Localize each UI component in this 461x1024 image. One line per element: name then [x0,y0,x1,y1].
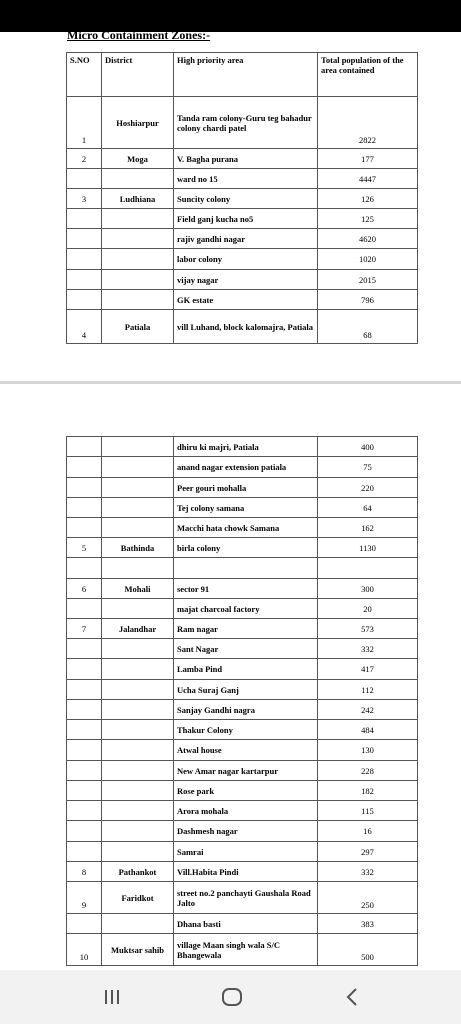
table-row [67,882,418,914]
cell-area: vijay nagar [174,270,318,290]
cell-area: vill Luhand, block kalomajra, Patiala [174,310,318,344]
table-row [67,437,418,457]
table-row [67,842,418,862]
table-row [67,149,418,169]
cell-population: 4620 [318,229,418,249]
cell-district [102,498,174,518]
document-page-1 [0,28,461,382]
table-row [67,579,418,599]
cell-district [102,639,174,659]
cell-district [102,700,174,720]
containment-table-page-1 [66,52,418,344]
table-row [67,310,418,344]
cell-district [102,249,174,270]
cell-district: Bathinda [102,538,174,558]
cell-district: Faridkot [102,882,174,914]
cell-population: 332 [318,639,418,659]
cell-district: Ludhiana [102,189,174,209]
cell-population: 1130 [318,538,418,558]
cell-population: 4447 [318,169,418,189]
cell-district [102,740,174,761]
cell-district [102,518,174,538]
cell-population: 125 [318,209,418,229]
cell-sno: 2 [67,149,102,169]
back-button[interactable] [337,984,367,1010]
cell-area: Tanda ram colony-Guru teg bahadur colony chardi patel [174,97,318,149]
cell-population: 400 [318,437,418,457]
cell-sno [67,761,102,781]
cell-sno [67,558,102,579]
cell-district [102,437,174,457]
cell-sno: 3 [67,189,102,209]
cell-sno [67,457,102,478]
table-row [67,538,418,558]
cell-district: Jalandhar [102,619,174,639]
cell-area: New Amar nagar kartarpur [174,761,318,781]
cell-district [102,914,174,934]
table-row [67,457,418,478]
cell-sno [67,821,102,842]
table-row [67,801,418,821]
cell-population: 162 [318,518,418,538]
document-page-2 [0,384,461,970]
cell-district [102,169,174,189]
cell-population: 2015 [318,270,418,290]
cell-population: 332 [318,862,418,882]
table-row [67,290,418,310]
cell-area: V. Bagha purana [174,149,318,169]
cell-area: Dhana basti [174,914,318,934]
cell-sno [67,270,102,290]
table-row [67,740,418,761]
table-row [67,169,418,189]
table-row [67,558,418,579]
cell-sno [67,914,102,934]
cell-sno [67,249,102,270]
cell-population: 177 [318,149,418,169]
cell-area: rajiv gandhi nagar [174,229,318,249]
android-nav-bar [0,970,461,1024]
cell-district [102,229,174,249]
cell-district [102,842,174,862]
cell-district: Hoshiarpur [102,97,174,149]
cell-area: Suncity colony [174,189,318,209]
cell-area: GK estate [174,290,318,310]
cell-sno [67,209,102,229]
cell-area: Vill.Habita Pindi [174,862,318,882]
table-row [67,761,418,781]
cell-sno [67,720,102,740]
cell-area: street no.2 panchayti Gaushala Road Jalto [174,882,318,914]
cell-population: 2822 [318,97,418,149]
cell-area: Rose park [174,781,318,801]
table-row [67,659,418,680]
cell-area: Macchi hata chowk Samana [174,518,318,538]
cell-district [102,599,174,619]
table-row [67,720,418,740]
table-row [67,914,418,934]
cell-population: 228 [318,761,418,781]
table-row [67,249,418,270]
cell-sno: 1 [67,97,102,149]
cell-population: 75 [318,457,418,478]
recents-icon [103,989,121,1005]
cell-district [102,821,174,842]
cell-population: 220 [318,478,418,498]
cell-population: 484 [318,720,418,740]
table-row [67,229,418,249]
cell-area: Ucha Suraj Ganj [174,680,318,700]
cell-population: 417 [318,659,418,680]
table-row [67,97,418,149]
cell-area: birla colony [174,538,318,558]
cell-district [102,659,174,680]
table-row [67,498,418,518]
cell-sno [67,169,102,189]
cell-sno: 7 [67,619,102,639]
cell-area: Sant Nagar [174,639,318,659]
cell-sno [67,518,102,538]
cell-population: 20 [318,599,418,619]
cell-sno [67,801,102,821]
cell-population: 250 [318,882,418,914]
cell-area: anand nagar extension patiala [174,457,318,478]
cell-population: 182 [318,781,418,801]
cell-area: ward no 15 [174,169,318,189]
page-title: Micro Containment Zones:- [67,28,211,42]
cell-sno [67,700,102,720]
cell-population: 130 [318,740,418,761]
table-row [67,680,418,700]
cell-area: Atwal house [174,740,318,761]
cell-population: 126 [318,189,418,209]
cell-population: 297 [318,842,418,862]
table-row [67,518,418,538]
cell-area: Thakur Colony [174,720,318,740]
cell-population: 115 [318,801,418,821]
table-row [67,639,418,659]
cell-population: 112 [318,680,418,700]
header-area: High priority area [174,53,318,97]
cell-sno [67,639,102,659]
cell-population [318,558,418,579]
recents-button[interactable] [97,984,127,1010]
cell-area: Samrai [174,842,318,862]
cell-area: dhiru ki majri, Patiala [174,437,318,457]
back-icon [345,987,359,1007]
cell-area: Arora mohala [174,801,318,821]
cell-area: Dashmesh nagar [174,821,318,842]
cell-population: 242 [318,700,418,720]
cell-population: 16 [318,821,418,842]
cell-sno [67,229,102,249]
cell-population: 500 [318,934,418,966]
cell-area: village Maan singh wala S/C Bhangewala [174,934,318,966]
cell-sno [67,781,102,801]
cell-area: Ram nagar [174,619,318,639]
cell-population: 383 [318,914,418,934]
cell-district [102,209,174,229]
cell-district [102,558,174,579]
cell-area: Sanjay Gandhi nagra [174,700,318,720]
cell-district [102,270,174,290]
cell-sno [67,498,102,518]
cell-area: Peer gouri mohalla [174,478,318,498]
table-row [67,821,418,842]
table-row [67,700,418,720]
cell-area: labor colony [174,249,318,270]
cell-area: Lamba Pind [174,659,318,680]
cell-district [102,680,174,700]
cell-district: Moga [102,149,174,169]
table-row [67,619,418,639]
table-row [67,934,418,966]
table-row [67,189,418,209]
cell-district [102,720,174,740]
cell-population: 68 [318,310,418,344]
table-row [67,862,418,882]
cell-district: Patiala [102,310,174,344]
cell-district: Pathankot [102,862,174,882]
cell-population: 573 [318,619,418,639]
cell-area: Field ganj kucha no5 [174,209,318,229]
cell-sno [67,842,102,862]
containment-table-page-2 [66,436,418,966]
cell-sno [67,290,102,310]
cell-district [102,761,174,781]
cell-population: 300 [318,579,418,599]
cell-sno: 8 [67,862,102,882]
cell-sno [67,659,102,680]
cell-population: 796 [318,290,418,310]
cell-area [174,558,318,579]
cell-population: 64 [318,498,418,518]
cell-sno [67,478,102,498]
cell-district [102,457,174,478]
home-icon [221,987,243,1007]
header-district: District [102,53,174,97]
table-row [67,599,418,619]
cell-sno: 10 [67,934,102,966]
table-row [67,781,418,801]
cell-district [102,478,174,498]
header-sno: S.NO [67,53,102,97]
cell-district [102,801,174,821]
cell-sno [67,680,102,700]
cell-sno [67,599,102,619]
cell-district [102,781,174,801]
cell-district: Mohali [102,579,174,599]
cell-sno: 9 [67,882,102,914]
home-button[interactable] [217,984,247,1010]
table-row [67,209,418,229]
cell-area: Tej colony samana [174,498,318,518]
cell-area: majat charcoal factory [174,599,318,619]
cell-sno: 5 [67,538,102,558]
cell-district [102,290,174,310]
cell-sno: 4 [67,310,102,344]
table-row [67,270,418,290]
cell-sno [67,740,102,761]
table-row [67,478,418,498]
cell-sno [67,437,102,457]
cell-area: sector 91 [174,579,318,599]
header-population: Total population of the area contained [318,53,418,97]
cell-district: Muktsar sahib [102,934,174,966]
cell-population: 1020 [318,249,418,270]
cell-sno: 6 [67,579,102,599]
